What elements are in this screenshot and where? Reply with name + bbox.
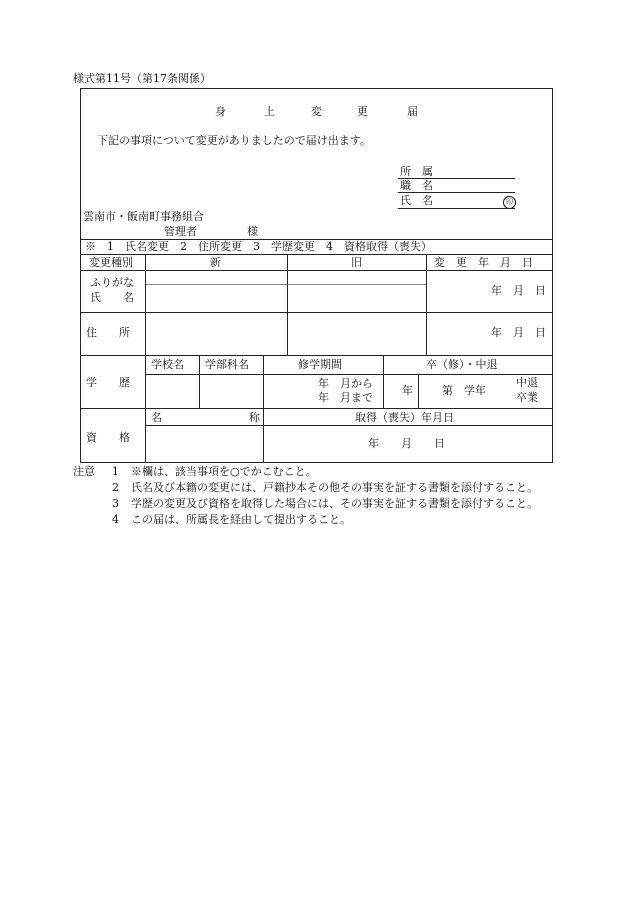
title-char: 身: [215, 105, 226, 118]
note-text: ※欄は、該当事項を○でかこむこと。: [131, 465, 317, 478]
header-change-date: 変 更 年 月 日: [434, 256, 533, 269]
qual-acquired-header: 取得（喪失）年月日: [355, 411, 454, 424]
affiliation-label: 所 属: [400, 165, 433, 178]
addressee-honorific: 様: [247, 225, 258, 238]
note-number: 4: [112, 513, 119, 526]
note-number: 2: [112, 481, 119, 494]
title-char: 更: [357, 105, 368, 118]
qual-name-header: 称: [249, 411, 260, 424]
seal-mark: [503, 195, 516, 209]
name-label: 氏 名: [400, 194, 433, 207]
addressee-organization: 雲南市・飯南町事務組合: [83, 210, 204, 223]
col-divider: [263, 355, 264, 463]
seal-icon: 印: [503, 196, 516, 209]
col-divider: [418, 374, 419, 408]
position-label: 職 名: [400, 179, 433, 192]
header-new: 新: [210, 256, 221, 269]
name-change-date: 年 月 日: [491, 284, 546, 297]
col-divider: [287, 254, 288, 355]
header-old: 旧: [351, 256, 362, 269]
edu-year: 年: [402, 384, 413, 397]
label-furigana: ふりがな: [90, 276, 134, 289]
edu-school-header: 学校名: [151, 358, 184, 371]
edu-from: 年 月から: [318, 377, 373, 390]
col-divider: [426, 254, 427, 355]
label-qualification: 資 格: [86, 431, 130, 444]
divider: [80, 270, 553, 271]
furigana-divider: [145, 284, 426, 285]
note-number: 3: [112, 497, 119, 510]
divider: [145, 425, 553, 426]
title-char: 上: [264, 105, 275, 118]
edu-status-header: 卒（修）・中退: [426, 358, 498, 371]
note-number: 1: [112, 465, 119, 478]
addressee-title: 管理者: [164, 225, 197, 238]
change-checklist: ※ 1 氏名変更 2 住所変更 3 学歴変更 4 資格取得（喪失）: [85, 240, 432, 253]
divider: [145, 374, 553, 375]
edu-graduate: 卒業: [516, 391, 538, 404]
name-underline: [398, 208, 515, 209]
qual-name-header: 名: [151, 411, 162, 424]
label-address: 住 所: [86, 326, 130, 339]
divider: [80, 355, 553, 356]
divider: [80, 408, 553, 409]
title-char: 変: [311, 105, 322, 118]
col-divider: [383, 355, 384, 408]
notes-heading: 注意: [73, 465, 95, 478]
position-underline: [398, 192, 515, 193]
edu-period-header: 修学期間: [298, 358, 342, 371]
note-text: 学歴の変更及び資格を取得した場合には、その事実を証する書類を添付すること。: [131, 497, 538, 510]
edu-faculty-header: 学部科名: [205, 358, 249, 371]
col-divider: [145, 254, 146, 463]
note-text: 氏名及び本籍の変更には、戸籍抄本その他その事実を証する書類を添付すること。: [131, 481, 538, 494]
form-number: 様式第11号（第17条関係）: [73, 72, 211, 85]
note-text: この届は、所属長を経由して提出すること。: [131, 513, 351, 526]
col-divider: [199, 355, 200, 408]
label-education: 学 歴: [86, 376, 130, 389]
edu-dropout: 中退: [516, 376, 538, 389]
divider: [80, 254, 553, 255]
label-name: 氏 名: [90, 291, 134, 304]
divider: [80, 312, 553, 313]
address-change-date: 年 月 日: [491, 326, 546, 339]
intro-text: 下記の事項について変更がありましたので届け出ます。: [97, 134, 371, 147]
title-char: 届: [407, 105, 418, 118]
qual-date: 年 月 日: [368, 437, 445, 450]
edu-grade: 第 学年: [442, 384, 486, 397]
header-change-type: 変更種別: [89, 256, 133, 269]
edu-to: 年 月まで: [318, 391, 373, 404]
